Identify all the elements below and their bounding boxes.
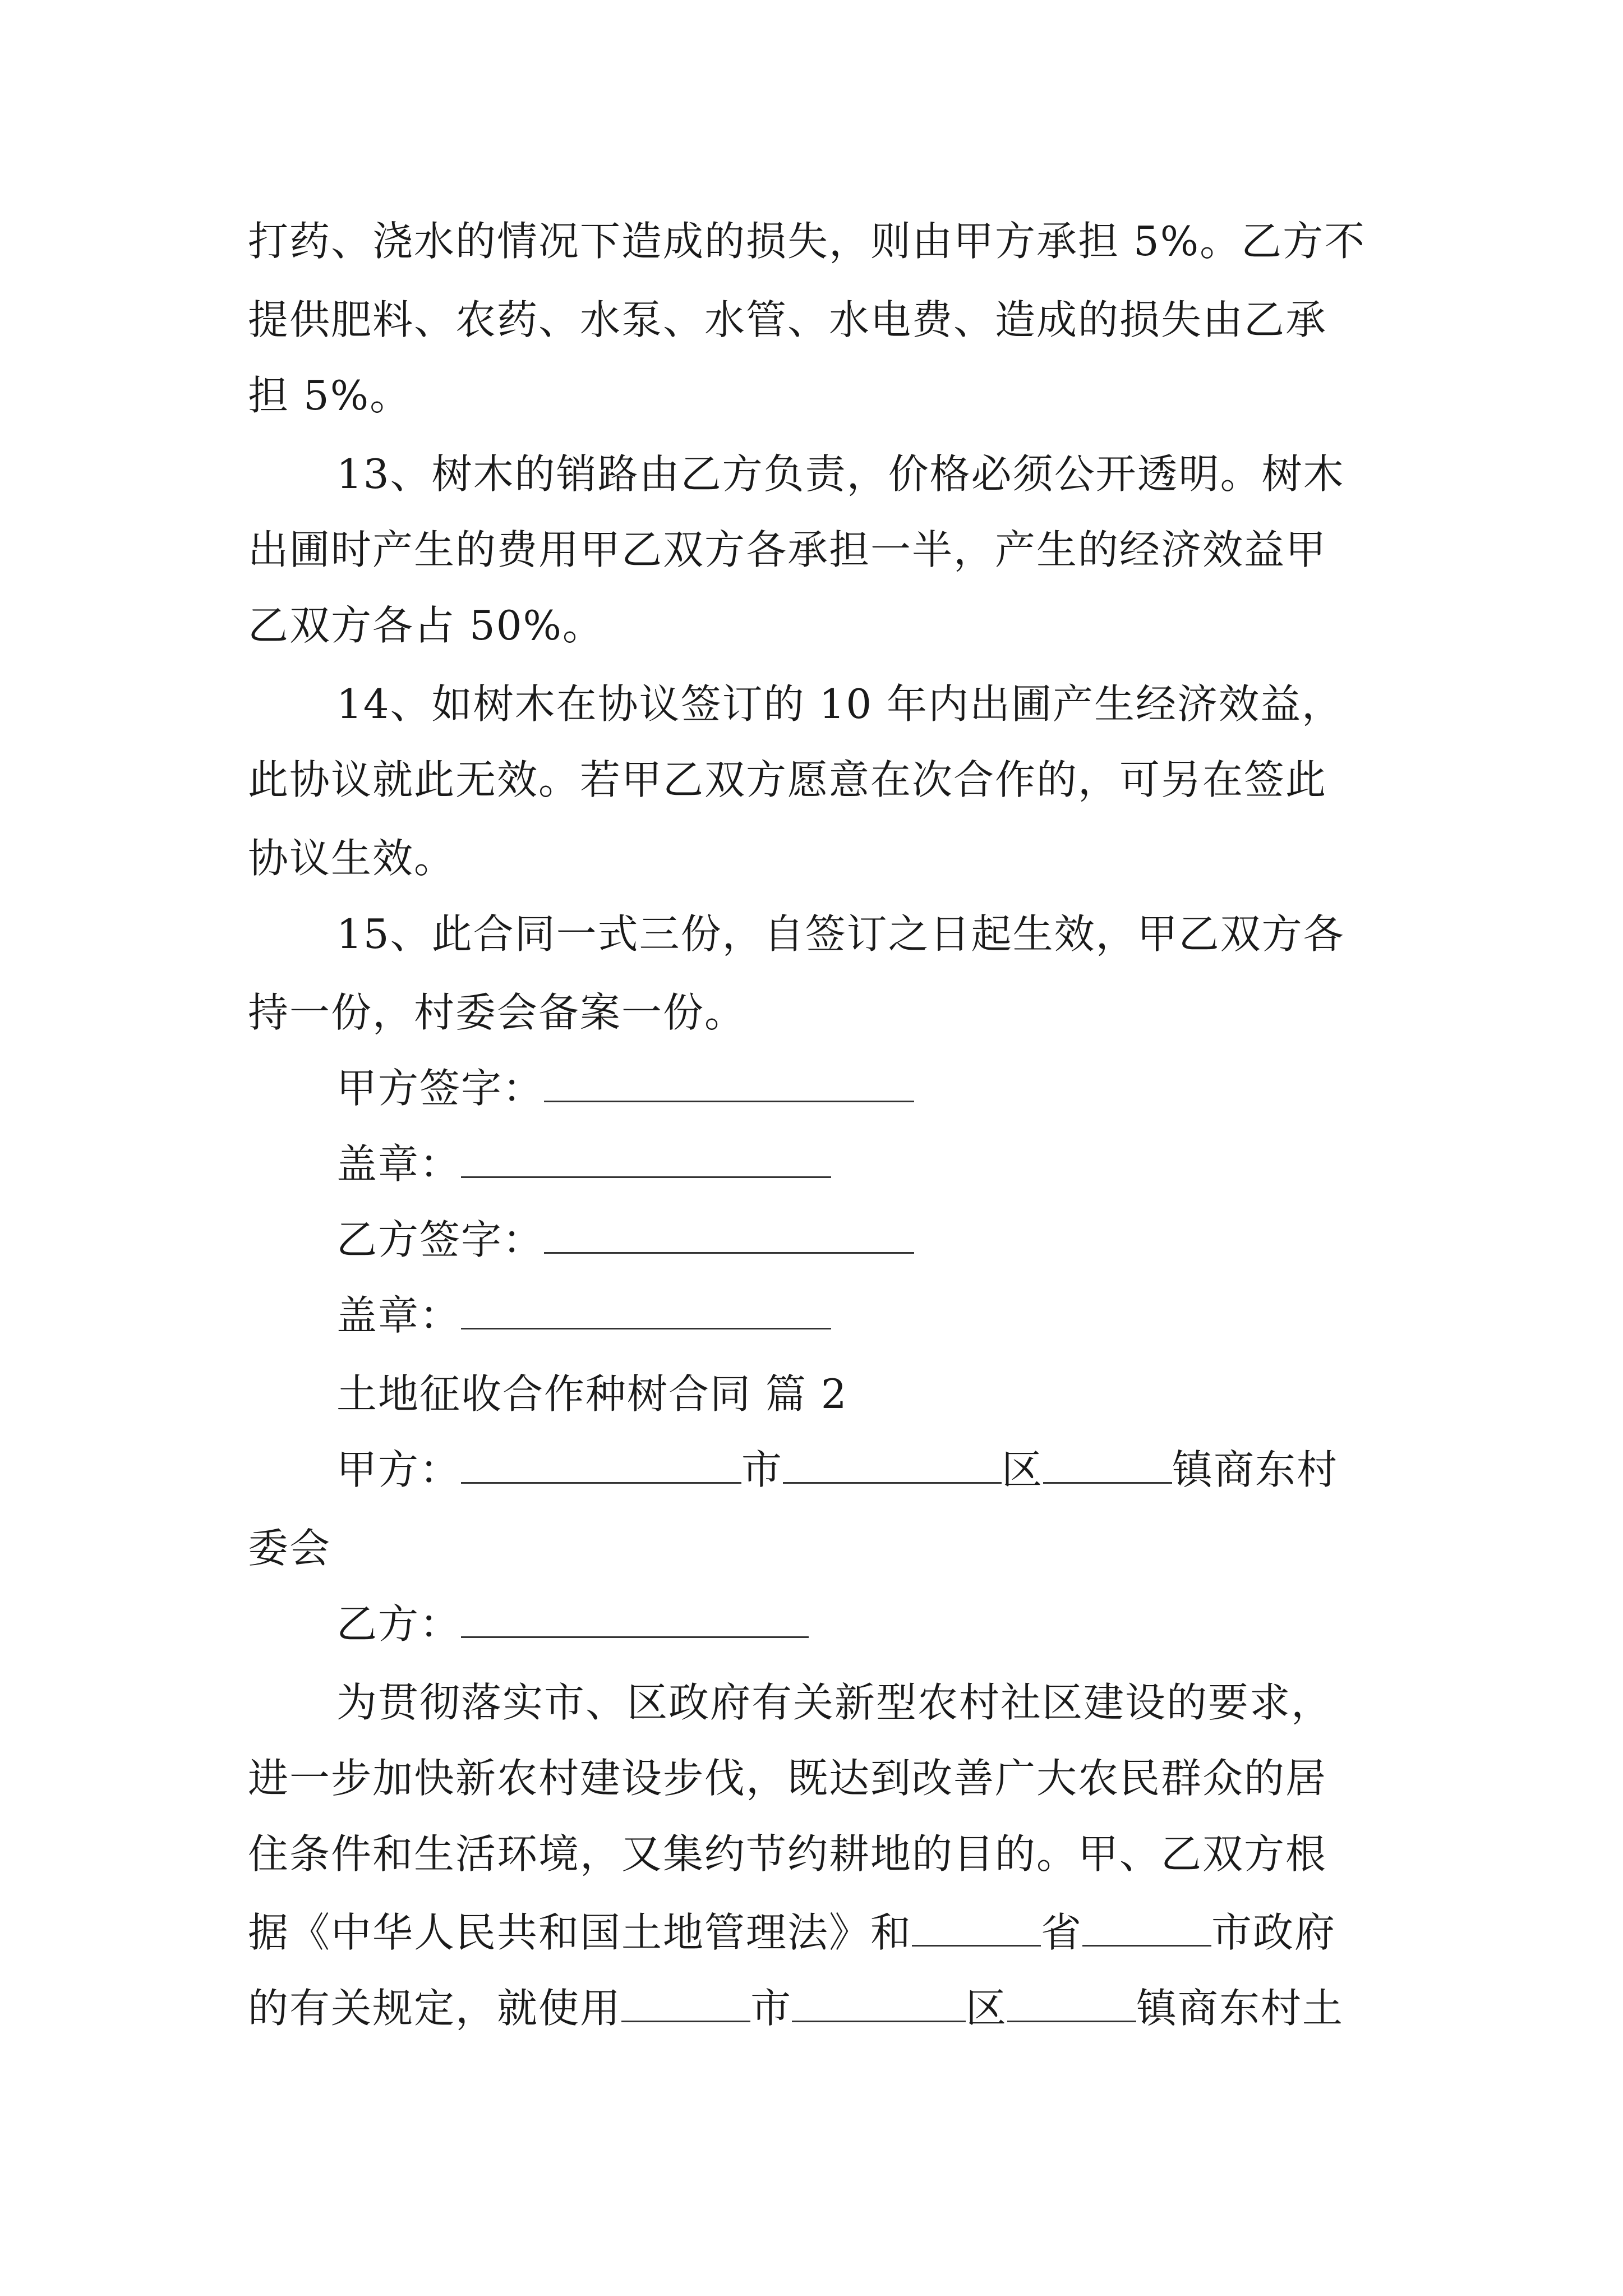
province-blank[interactable] <box>912 1906 1041 1947</box>
paragraph-line: 乙双方各占 50%。 <box>248 602 604 649</box>
party-a-signature-row <box>336 1060 914 1116</box>
paragraph-line: 住条件和生活环境，又集约节约耕地的目的。甲、乙双方根 <box>248 1830 1327 1878</box>
party-b-signature-row <box>336 1212 914 1268</box>
paragraph-line: 为贯彻落实市、区政府有关新型农村社区建设的要求， <box>336 1679 1333 1726</box>
seal-row-1 <box>336 1136 831 1192</box>
village-land-text: 镇商东村土 <box>1136 1985 1344 2032</box>
paragraph-line: 担 5%。 <box>248 372 412 419</box>
town-blank-2[interactable] <box>1007 1981 1136 2022</box>
city-blank[interactable] <box>461 1443 741 1484</box>
party-a-label: 甲方： <box>336 1446 462 1493</box>
seal-blank-2[interactable] <box>461 1289 831 1329</box>
city-blank-2[interactable] <box>1082 1906 1211 1947</box>
city-government-label: 市政府 <box>1211 1909 1336 1956</box>
paragraph-line <box>248 1904 1336 1961</box>
party-b-signature-label: 乙方签字： <box>336 1216 545 1263</box>
paragraph-line: 此协议就此无效。若甲乙双方愿意在次合作的，可另在签此 <box>248 756 1327 803</box>
party-b-signature-blank[interactable] <box>544 1213 914 1254</box>
district-blank-2[interactable] <box>792 1981 966 2022</box>
paragraph-line: 打药、浇水的情况下造成的损失，则由甲方承担 5%。乙方不 <box>248 218 1366 265</box>
clause-14-line: 14、如树木在协议签订的 10 年内出圃产生经济效益， <box>336 680 1344 728</box>
city-blank-3[interactable] <box>621 1981 750 2022</box>
paragraph-line: 委会 <box>248 1525 331 1572</box>
seal-blank-1[interactable] <box>461 1137 831 1178</box>
usage-text: 的有关规定，就使用 <box>248 1985 622 2032</box>
paragraph-line: 持一份，村委会备案一份。 <box>248 989 746 1036</box>
party-b-row <box>336 1596 809 1652</box>
party-a-signature-label: 甲方签字： <box>336 1065 545 1112</box>
party-a-signature-blank[interactable] <box>544 1061 914 1102</box>
town-village-label: 镇商东村 <box>1172 1446 1339 1493</box>
paragraph-line: 提供肥料、农药、水泵、水管、水电费、造成的损失由乙承 <box>248 296 1327 343</box>
seal-label: 盖章： <box>336 1292 462 1339</box>
party-a-row <box>336 1442 1338 1498</box>
paragraph-line: 协议生效。 <box>248 835 456 882</box>
section-2-title: 土地征收合作种树合同 篇 2 <box>336 1370 848 1418</box>
seal-row-2 <box>336 1287 831 1343</box>
province-label: 省 <box>1041 1909 1083 1956</box>
law-reference-text: 据《中华人民共和国土地管理法》和 <box>248 1909 912 1956</box>
paragraph-line <box>248 1980 1344 2036</box>
paragraph-line: 出圃时产生的费用甲乙双方各承担一半，产生的经济效益甲 <box>248 526 1327 573</box>
city-label: 市 <box>741 1446 783 1493</box>
clause-15-line: 15、此合同一式三份，自签订之日起生效，甲乙双方各 <box>336 910 1345 958</box>
district-label-2: 区 <box>966 1985 1008 2032</box>
clause-13-line: 13、树木的销路由乙方负责，价格必须公开透明。树木 <box>336 450 1345 498</box>
paragraph-line: 进一步加快新农村建设步伐，既达到改善广大农民群众的居 <box>248 1755 1327 1802</box>
party-b-blank[interactable] <box>461 1597 809 1638</box>
district-label: 区 <box>1002 1446 1044 1493</box>
city-label-2: 市 <box>750 1985 792 2032</box>
party-b-label: 乙方： <box>336 1600 462 1648</box>
district-blank[interactable] <box>783 1443 1002 1484</box>
seal-label: 盖章： <box>336 1140 462 1188</box>
town-blank[interactable] <box>1043 1443 1172 1484</box>
